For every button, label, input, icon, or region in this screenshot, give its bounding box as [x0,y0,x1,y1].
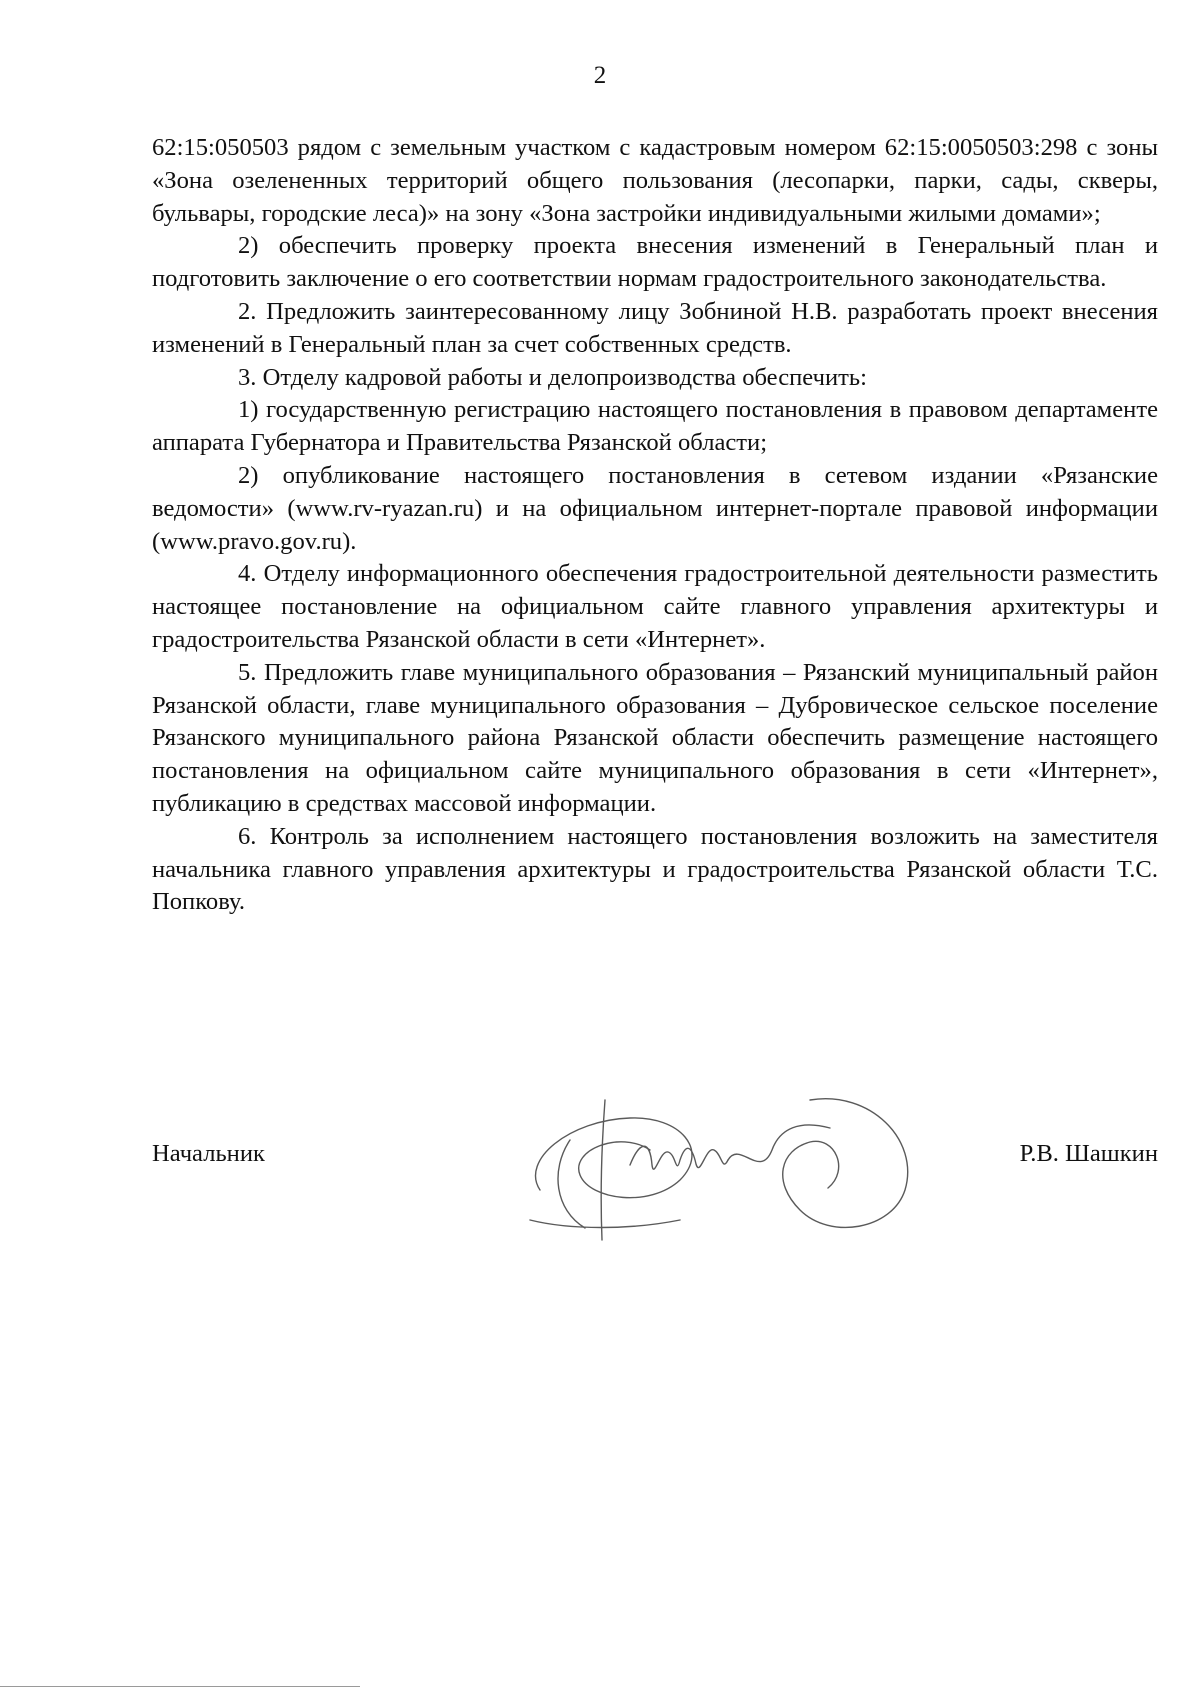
paragraph-point-3: 3. Отделу кадровой работы и делопроизводства обеспечить: [238,363,867,391]
signatory-title: Начальник [152,1140,265,1167]
paragraph-item-2-check: 2) обеспечить проверку проекта внесения изменений в Генеральный план и подготовить заключение о его соответствии нормам градостроительного законодательства. [152,232,1158,293]
signatory-name: Р.В. Шашкин [1019,1140,1158,1167]
paragraph-point-5: 5. Предложить главе муниципального образования – Рязанский муниципальный район Рязанской области, главе муниципального образования – Дубровическое сельское поселение Рязанского муниципального района Рязанской области обеспечить размещение настоящего постановления на официальном сайте муниципального образования в сети «Интернет», публикацию в средствах массовой информации. [152,658,1158,817]
paragraph-point-3-item-2: 2) опубликование настоящего постановления в сетевом издании «Рязанские ведомости» (www.rv-ryazan.ru) и на официальном интернет-портале правовой информации (www.pravo.gov.ru). [152,461,1158,555]
page-number: 2 [593,62,607,89]
paragraph-point-6: 6. Контроль за исполнением настоящего постановления возложить на заместителя начальника главного управления архитектуры и градостроительства Рязанской области Т.С. Попкову. [152,822,1158,916]
paragraph-zone-change: 62:15:050503 рядом с земельным участком с кадастровым номером 62:15:0050503:298 с зоны «Зона озелененных территорий общего пользования (лесопарки, парки, сады, скверы, бульвары, городские леса)» на зону «Зона застройки индивидуальными жилыми домами»; [152,134,1158,227]
bottom-divider [0,1686,360,1687]
signature-block [152,1140,1158,1180]
document-body [152,132,1158,919]
paragraph-point-2: 2. Предложить заинтересованному лицу Зобниной Н.В. разработать проект внесения изменений в Генеральный план за счет собственных средств. [152,297,1158,358]
paragraph-point-4: 4. Отделу информационного обеспечения градостроительной деятельности разместить настоящее постановление на официальном сайте главного управления архитектуры и градостроительства Рязанской области в сети «Интернет». [152,560,1158,653]
paragraph-point-3-item-1: 1) государственную регистрацию настоящего постановления в правовом департаменте аппарата Губернатора и Правительства Рязанской области; [152,396,1158,457]
